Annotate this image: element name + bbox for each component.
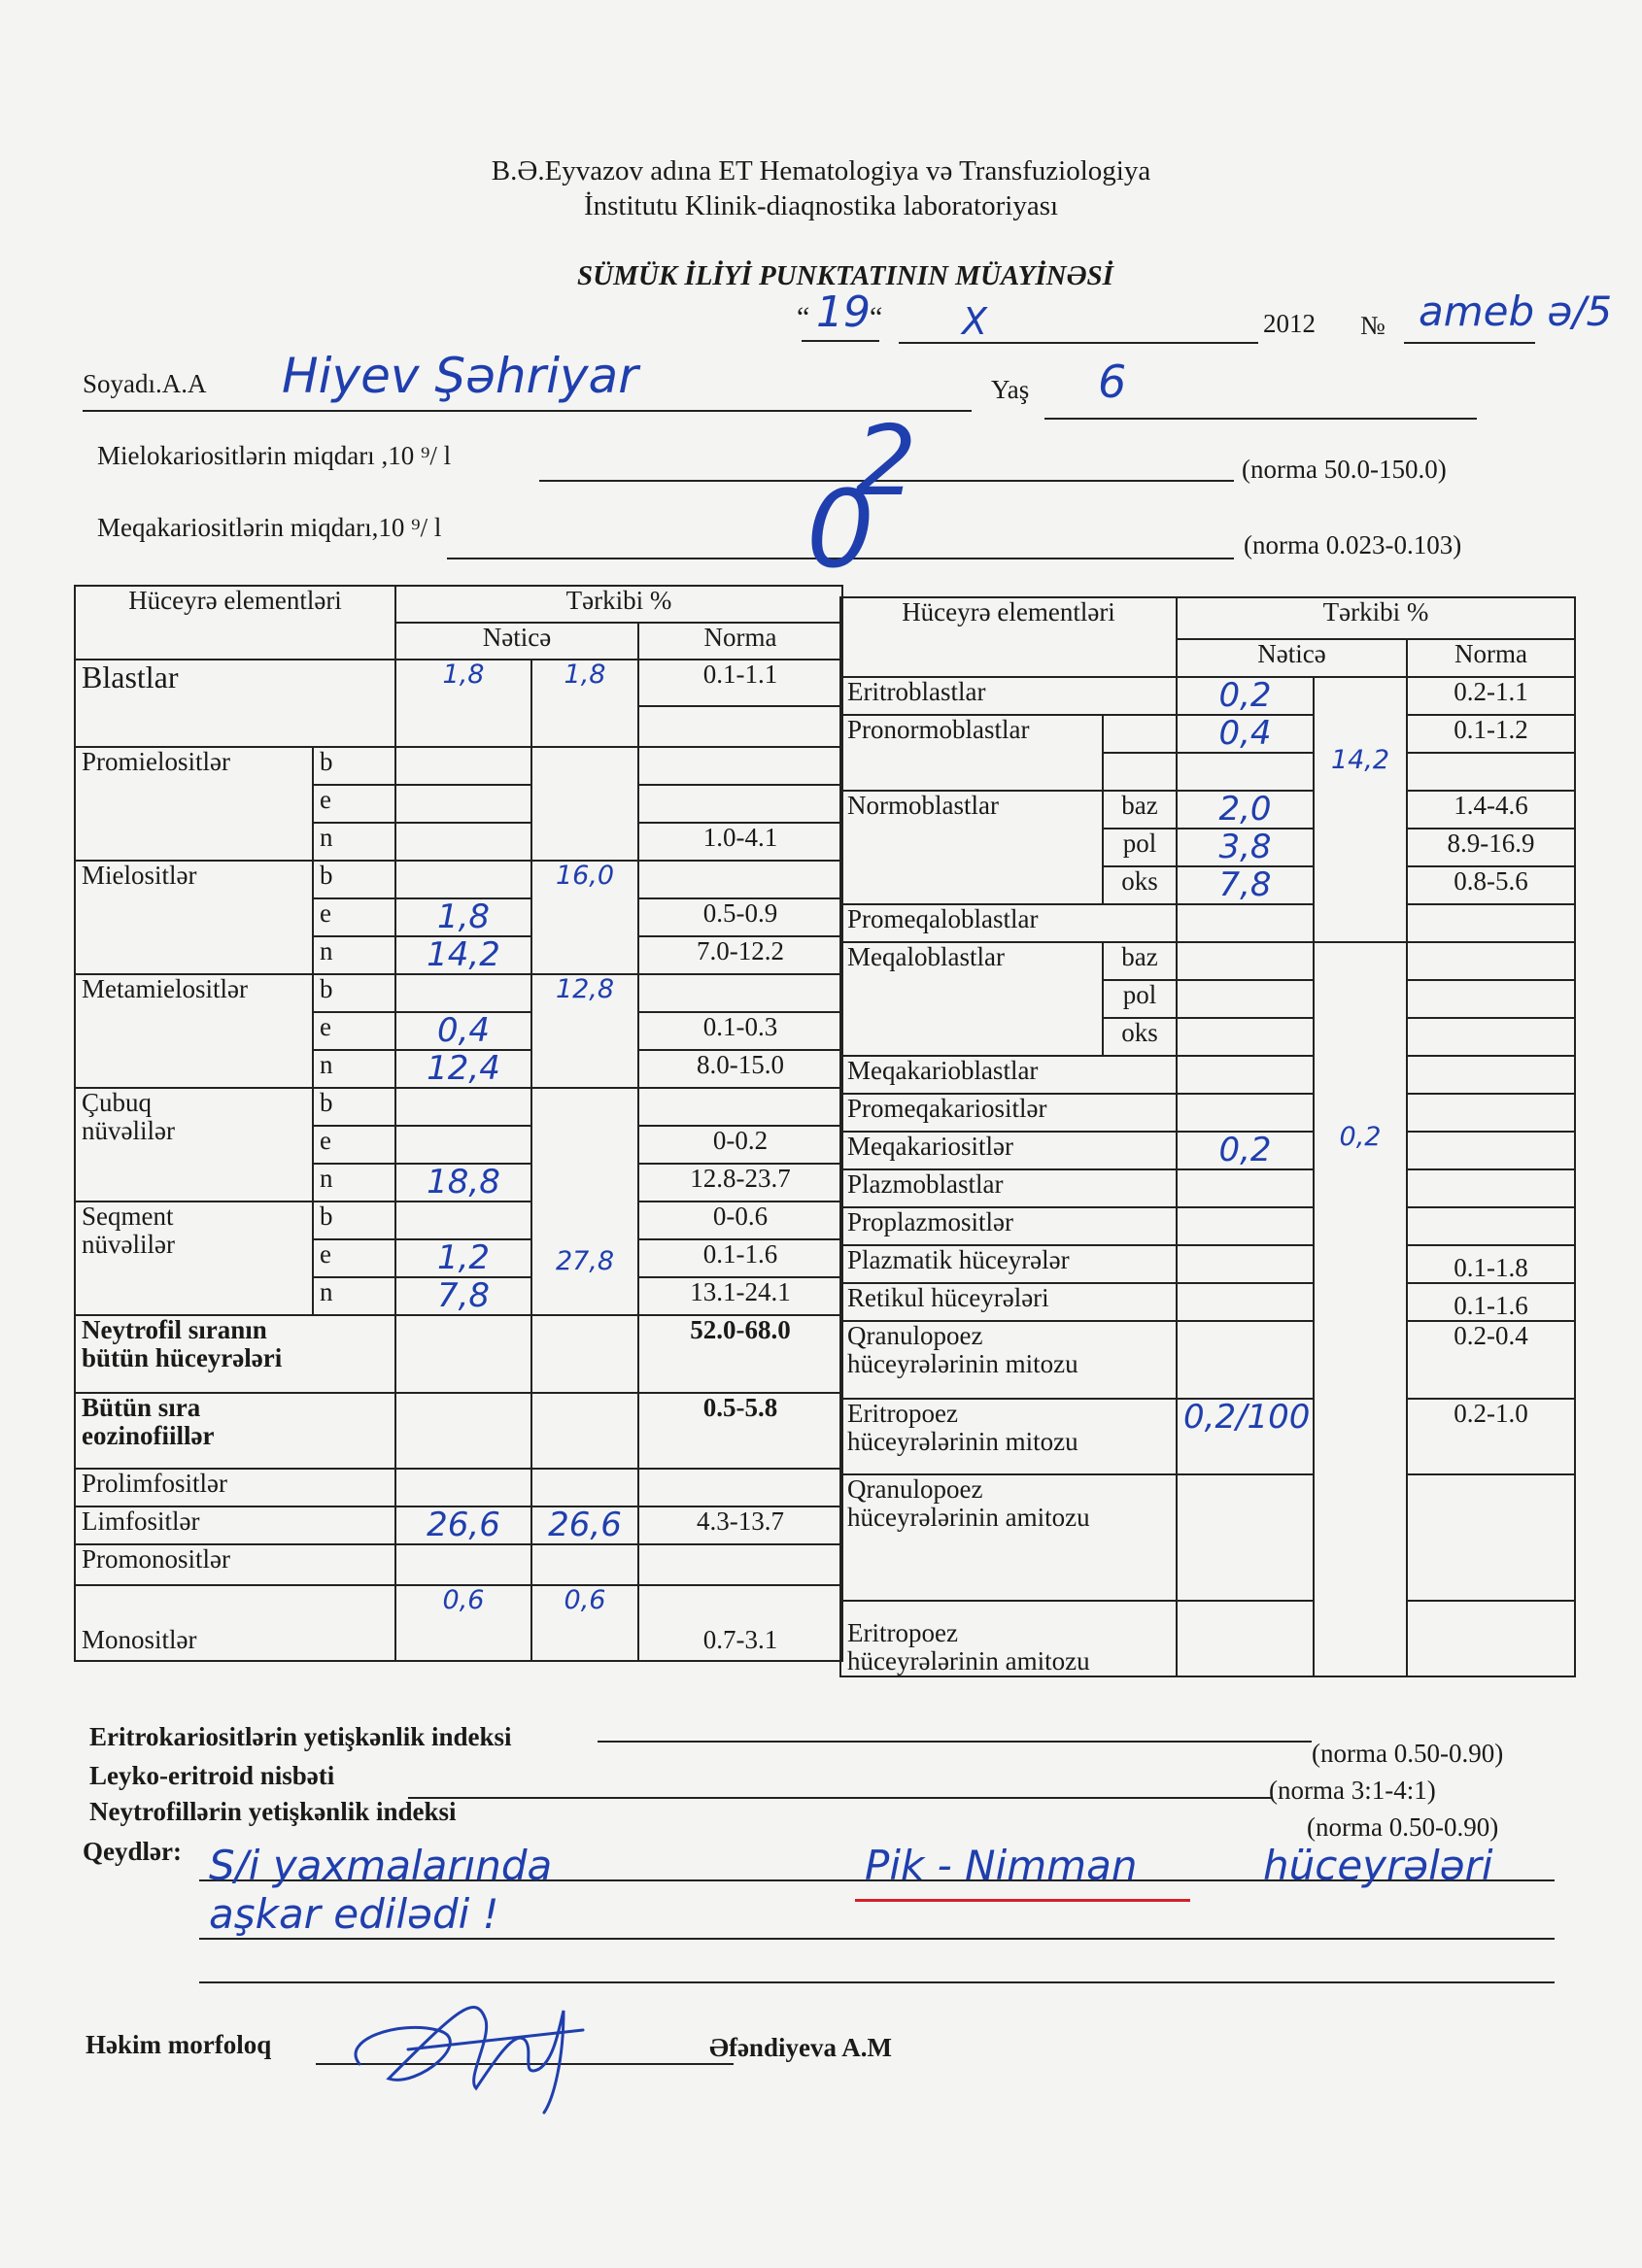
neyt-index-norm: (norma 0.50-0.90) xyxy=(1307,1812,1499,1842)
leyko-ratio-label: Leyko-eritroid nisbəti xyxy=(89,1761,335,1790)
meta-n-norm: 8.0-15.0 xyxy=(638,1050,842,1088)
date-month: X xyxy=(962,300,988,343)
meta-label: Metamielositlər xyxy=(75,974,313,1088)
cubuq-e-norm: 0-0.2 xyxy=(638,1126,842,1164)
meqakar-label: Meqakariositlər xyxy=(840,1132,1177,1169)
limf-label: Limfositlər xyxy=(75,1506,395,1544)
eoz-label-1: Bütün sıra xyxy=(82,1393,201,1422)
quote-close: “ xyxy=(870,301,883,333)
cubuq-n-value: 18,8 xyxy=(395,1164,531,1202)
promono-label: Promonositlər xyxy=(75,1544,395,1585)
meqakar-value: 0,2 xyxy=(1177,1132,1314,1169)
eami-label-2: hüceyrələrinin amitozu xyxy=(847,1645,1090,1676)
promeqalo-label: Promeqaloblastlar xyxy=(840,904,1177,942)
meqakarb-label: Meqakarioblastlar xyxy=(840,1056,1177,1094)
number-value: ameb ə/5 xyxy=(1419,288,1613,335)
institute-line-2: İnstitutu Klinik-diaqnostika laboratoriyası xyxy=(583,190,1059,221)
plazmatik-label: Plazmatik hüceyrələr xyxy=(840,1245,1177,1283)
notes-red-underline xyxy=(855,1899,1190,1902)
meqa-count-norm: (norma 0.023-0.103) xyxy=(1244,530,1462,559)
eritro-norm: 0.2-1.1 xyxy=(1407,677,1575,715)
right-table: Hüceyrə elementləri Tərkibi % Nəticə Norma Eritroblastlar 0,2 14,2 0.2-1.1 Pronormoblastlar 0,4 0.1-1.2 Normoblastlar baz 2,0 1.4-4.6 pol 3,8 8.9-16.9 oks 7,8 0.8-5.6 Promeqaloblastlar Meqaloblastlar baz 0,2 pol oks Meqakarioblastlar Promeqakariositlər Meqakariositlər 0,2 Plazmoblastlar Proplazmositlər Plazmatik hüceyrələr 0.1-1.8 Retikul hüceyrələri 0.1-1.6 Qranulopoez hüceyrələrinin mitozu 0.2-0.4 Eritropoez hüceyrələrinin mitozu 0,2/100 0.2-1.0 Qranulopoez hüceyrələrinin amitozu Eritropoez hüceyrələrinin amitozu xyxy=(839,596,1576,1677)
mielo-count-norm: (norma 50.0-150.0) xyxy=(1242,455,1447,484)
retikul-norm: 0.1-1.6 xyxy=(1407,1283,1575,1321)
meta-n-value: 12,4 xyxy=(395,1050,531,1088)
mielo-n-value: 14,2 xyxy=(395,936,531,974)
normo-oks-value: 7,8 xyxy=(1177,866,1314,904)
eami-label-1: Eritropoez xyxy=(847,1617,958,1647)
blast-value-1: 1,8 xyxy=(395,660,531,747)
name-label: Soyadı.A.A xyxy=(83,369,207,398)
seq-b-norm: 0-0.6 xyxy=(638,1202,842,1239)
mielo-label: Mielositlər xyxy=(75,861,313,974)
pronorm-value: 0,4 xyxy=(1177,715,1314,753)
neyt-index-label: Neytrofillərin yetişkənlik indeksi xyxy=(89,1797,457,1826)
number-label: № xyxy=(1360,311,1385,340)
seq-e-value: 1,2 xyxy=(395,1239,531,1277)
qmit-label-1: Qranulopoez xyxy=(847,1321,983,1350)
mielo-e-norm: 0.5-0.9 xyxy=(638,898,842,936)
mielo-e-value: 1,8 xyxy=(395,898,531,936)
eritro-total: 14,2 xyxy=(1314,677,1407,942)
eoz-label-2: eozinofiillər xyxy=(82,1421,215,1451)
promeqakar-label: Promeqakariositlər xyxy=(840,1094,1177,1132)
document-title: SÜMÜK İLİYİ PUNKTATININ MÜAYİNƏSİ xyxy=(577,260,1113,291)
cubuq-label-2: nüvəlilər xyxy=(82,1116,175,1146)
leyko-ratio-norm: (norma 3:1-4:1) xyxy=(1269,1776,1436,1805)
doctor-name: Əfəndiyeva A.M xyxy=(709,2033,892,2062)
notes-label: Qeydlər: xyxy=(83,1837,182,1866)
meqalo-label: Meqaloblastlar xyxy=(840,942,1103,1056)
eritro-index-label: Eritrokariositlərin yetişkənlik indeksi xyxy=(89,1722,512,1751)
notes-line1-a: S/i yaxmalarında xyxy=(209,1842,553,1889)
emit-label-1: Eritropoez xyxy=(847,1399,958,1428)
mono-label: Monositlər xyxy=(75,1585,395,1661)
normo-label: Normoblastlar xyxy=(840,791,1103,904)
cubuq-n-norm: 12.8-23.7 xyxy=(638,1164,842,1202)
age-value: 6 xyxy=(1098,355,1127,408)
mono-value-1: 0,6 xyxy=(395,1585,531,1661)
neyt-norm: 52.0-68.0 xyxy=(638,1315,842,1393)
limf-value-2: 26,6 xyxy=(531,1506,638,1544)
notes-line1-b: Pik - Nimman xyxy=(865,1842,1138,1889)
blast-norm: 0.1-1.1 xyxy=(638,660,842,706)
promielo-n-norm: 1.0-4.1 xyxy=(638,823,842,861)
right-header-norm: Norma xyxy=(1407,639,1575,677)
meta-total: 12,8 xyxy=(531,974,638,1088)
proplazm-label: Proplazmositlər xyxy=(840,1207,1177,1245)
normo-oks-norm: 0.8-5.6 xyxy=(1407,866,1575,904)
blast-value-2: 1,8 xyxy=(531,660,638,747)
seq-label-2: nüvəlilər xyxy=(82,1230,175,1260)
emit-norm: 0.2-1.0 xyxy=(1407,1399,1575,1474)
notes-line2: aşkar edilədi ! xyxy=(209,1890,499,1938)
neyt-label-1: Neytrofil sıranın xyxy=(82,1315,267,1344)
seq-label-1: Seqment xyxy=(82,1202,174,1231)
eritro-index-norm: (norma 0.50-0.90) xyxy=(1312,1739,1504,1768)
limf-norm: 4.3-13.7 xyxy=(638,1506,842,1544)
mielo-n-norm: 7.0-12.2 xyxy=(638,936,842,974)
doctor-signature xyxy=(321,1972,612,2117)
qami-label-2: hüceyrələrinin amitozu xyxy=(847,1503,1090,1533)
seq-total: 27,8 xyxy=(531,1088,638,1315)
mielo-count-label: Mielokariositlərin miqdarı ,10 ⁹/ l xyxy=(97,441,452,470)
name-value: Hiyev Şəhriyar xyxy=(282,348,638,404)
qami-label-1: Qranulopoez xyxy=(847,1474,983,1504)
seq-n-value: 7,8 xyxy=(395,1277,531,1315)
mono-norm: 0.7-3.1 xyxy=(638,1585,842,1661)
right-header-result: Nəticə xyxy=(1177,639,1407,677)
left-table: Hüceyrə elementləri Tərkibi % Nəticə Norma Blastlar 1,8 1,8 0.1-1.1 Promielositlər b e n 1.0-4.1 Mielositlər b 16,0 e 1,8 0.5-0.9 n 14,2 7.0-12.2 Metamielositlər b 12,8 e 0,4 0.1-0.3 n 12,4 8.0-15.0 Çubuq nüvəlilər b 27,8 e 0-0.2 n 18,8 12.8-23.7 Seqment nüvəlilər b 0-0.6 e 1,2 0.1-1.6 n 7,8 13.1-24.1 Neytrofil sıranın bütün hüceyrələri 52.0-68.0 Bütün sıra eozinofiillər 0.5-5.8 Prolimfositlər Limfositlər 26,6 26,6 4.3-13.7 Promonositlər Monositlər 0,6 0,6 0.7-3.1 xyxy=(74,585,843,1662)
mielo-total: 16,0 xyxy=(531,861,638,974)
normo-pol-norm: 8.9-16.9 xyxy=(1407,829,1575,866)
eritro-label: Eritroblastlar xyxy=(840,677,1177,715)
plazmob-label: Plazmoblastlar xyxy=(840,1169,1177,1207)
institute-line-1: B.Ə.Eyvazov adına ET Hematologiya və Transfuziologiya xyxy=(491,155,1151,186)
emit-value: 0,2/100 xyxy=(1177,1399,1314,1474)
notes-line1-c: hüceyrələri xyxy=(1263,1842,1493,1889)
eritro-value: 0,2 xyxy=(1177,677,1314,715)
pronorm-label: Pronormoblastlar xyxy=(840,715,1103,791)
normo-baz-norm: 1.4-4.6 xyxy=(1407,791,1575,829)
blast-label: Blastlar xyxy=(75,660,395,747)
plazmatik-norm: 0.1-1.8 xyxy=(1407,1245,1575,1283)
meqa-count-value: 0 xyxy=(806,467,874,592)
date-year: 2012 xyxy=(1263,309,1316,338)
retikul-label: Retikul hüceyrələri xyxy=(840,1283,1177,1321)
left-header-norm: Norma xyxy=(638,623,842,660)
meta-e-value: 0,4 xyxy=(395,1012,531,1050)
meqakar-total: 0,2 xyxy=(1314,942,1407,1676)
eoz-norm: 0.5-5.8 xyxy=(638,1393,842,1469)
qmit-norm: 0.2-0.4 xyxy=(1407,1321,1575,1399)
age-label: Yaş xyxy=(991,375,1030,404)
qmit-label-2: hüceyrələrinin mitozu xyxy=(847,1349,1078,1379)
mielo-count-value: 2 xyxy=(855,404,917,518)
emit-label-2: hüceyrələrinin mitozu xyxy=(847,1427,1078,1457)
quote-open: “ xyxy=(797,301,810,333)
neyt-label-2: bütün hüceyrələri xyxy=(82,1343,283,1373)
cubuq-label-1: Çubuq xyxy=(82,1088,153,1117)
date-day: 19 xyxy=(816,288,871,337)
normo-pol-value: 3,8 xyxy=(1177,829,1314,866)
meqa-count-label: Meqakariositlərin miqdarı,10 ⁹/ l xyxy=(97,513,442,542)
seq-e-norm: 0.1-1.6 xyxy=(638,1239,842,1277)
prolimf-label: Prolimfositlər xyxy=(75,1469,395,1506)
seq-n-norm: 13.1-24.1 xyxy=(638,1277,842,1315)
left-header-result: Nəticə xyxy=(395,623,638,660)
left-header-content: Tərkibi % xyxy=(395,586,842,623)
right-header-elements: Hüceyrə elementləri xyxy=(840,597,1177,677)
left-header-elements: Hüceyrə elementləri xyxy=(75,586,395,660)
normo-baz-value: 2,0 xyxy=(1177,791,1314,829)
meta-e-norm: 0.1-0.3 xyxy=(638,1012,842,1050)
doctor-label: Həkim morfoloq xyxy=(86,2030,272,2059)
limf-value-1: 26,6 xyxy=(395,1506,531,1544)
promielo-label: Promielositlər xyxy=(75,747,313,861)
right-header-content: Tərkibi % xyxy=(1177,597,1575,639)
pronorm-norm: 0.1-1.2 xyxy=(1407,715,1575,753)
mono-value-2: 0,6 xyxy=(531,1585,638,1661)
